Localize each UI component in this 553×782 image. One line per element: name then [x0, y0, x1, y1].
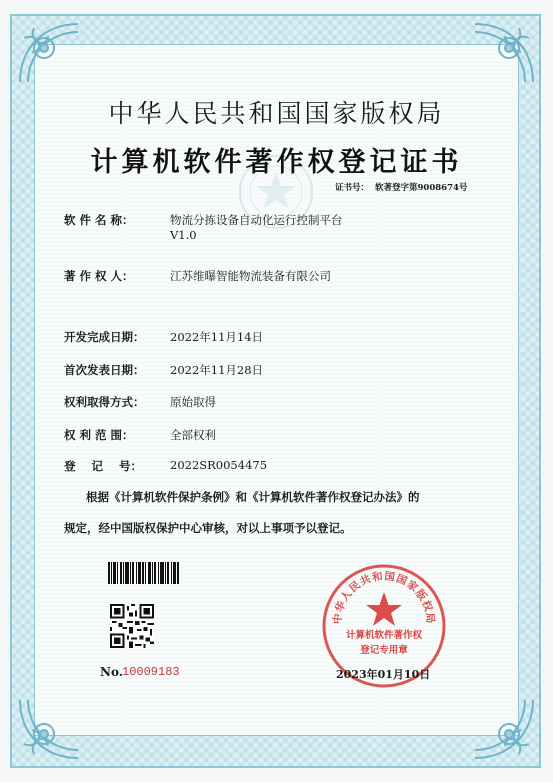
- certificate-number-label: 证书号：: [335, 183, 370, 193]
- certificate-number: [335, 181, 467, 193]
- field-label: 权 利 范 围：: [64, 428, 134, 442]
- field-label: 著 作 权 人：: [64, 269, 134, 283]
- serial-number-value: 10009183: [122, 665, 180, 679]
- serial-number-label: No.: [100, 665, 123, 679]
- seal-line-2: 登记专用章: [360, 645, 408, 656]
- issue-date: 2023年01月10日: [336, 668, 431, 681]
- seal-line-1: 计算机软件著作权: [345, 630, 422, 641]
- statement-paragraph: [64, 482, 494, 544]
- issuer-title: 中华人民共和国国家版权局: [108, 99, 445, 128]
- field-label: 登 记 号：: [64, 459, 143, 473]
- corner-ornament-icon: [469, 694, 539, 764]
- barcode-icon: [108, 562, 180, 584]
- certificate-number-value: 软著登字第9008674号: [375, 183, 468, 193]
- field-label: 开发完成日期：: [64, 330, 145, 344]
- statement-line-1: 根据《计算机软件保护条例》和《计算机软件著作权登记办法》的: [86, 490, 420, 504]
- scope-value: 全部权利: [170, 428, 216, 442]
- corner-ornament-icon: [469, 18, 539, 88]
- statement-line-2: 规定，经中国版权保护中心审核，对以上事项予以登记。: [64, 521, 352, 535]
- owner-value: 江苏维曝智能物流装备有限公司: [170, 269, 331, 283]
- registration-number-field: [64, 458, 268, 474]
- seal-ring-text: 中华人民共和国国家版权局: [331, 570, 437, 625]
- corner-ornament-icon: [14, 694, 84, 764]
- first-publication-value: 2022年11月28日: [170, 363, 264, 377]
- completion-date-value: 2022年11月14日: [170, 330, 264, 344]
- software-name-field: [64, 212, 343, 242]
- software-version-value: V1.0: [170, 228, 197, 242]
- first-publication-field: [64, 362, 264, 378]
- corner-ornament-icon: [14, 18, 84, 88]
- scope-field: [64, 427, 216, 443]
- certificate-title: 计算机软件著作权登记证书: [90, 147, 463, 178]
- software-name-value: 物流分拣设备自动化运行控制平台: [170, 213, 343, 227]
- acquisition-method-field: [64, 394, 216, 410]
- field-label: 首次发表日期：: [64, 363, 145, 377]
- qr-code-icon: [110, 604, 154, 648]
- registration-number-value: 2022SR0054475: [170, 458, 268, 472]
- field-label: 权利取得方式：: [64, 395, 145, 409]
- completion-date-field: [64, 329, 264, 345]
- acquisition-method-value: 原始取得: [170, 395, 216, 409]
- field-label: 软 件 名 称：: [64, 213, 134, 227]
- owner-field: [64, 268, 331, 284]
